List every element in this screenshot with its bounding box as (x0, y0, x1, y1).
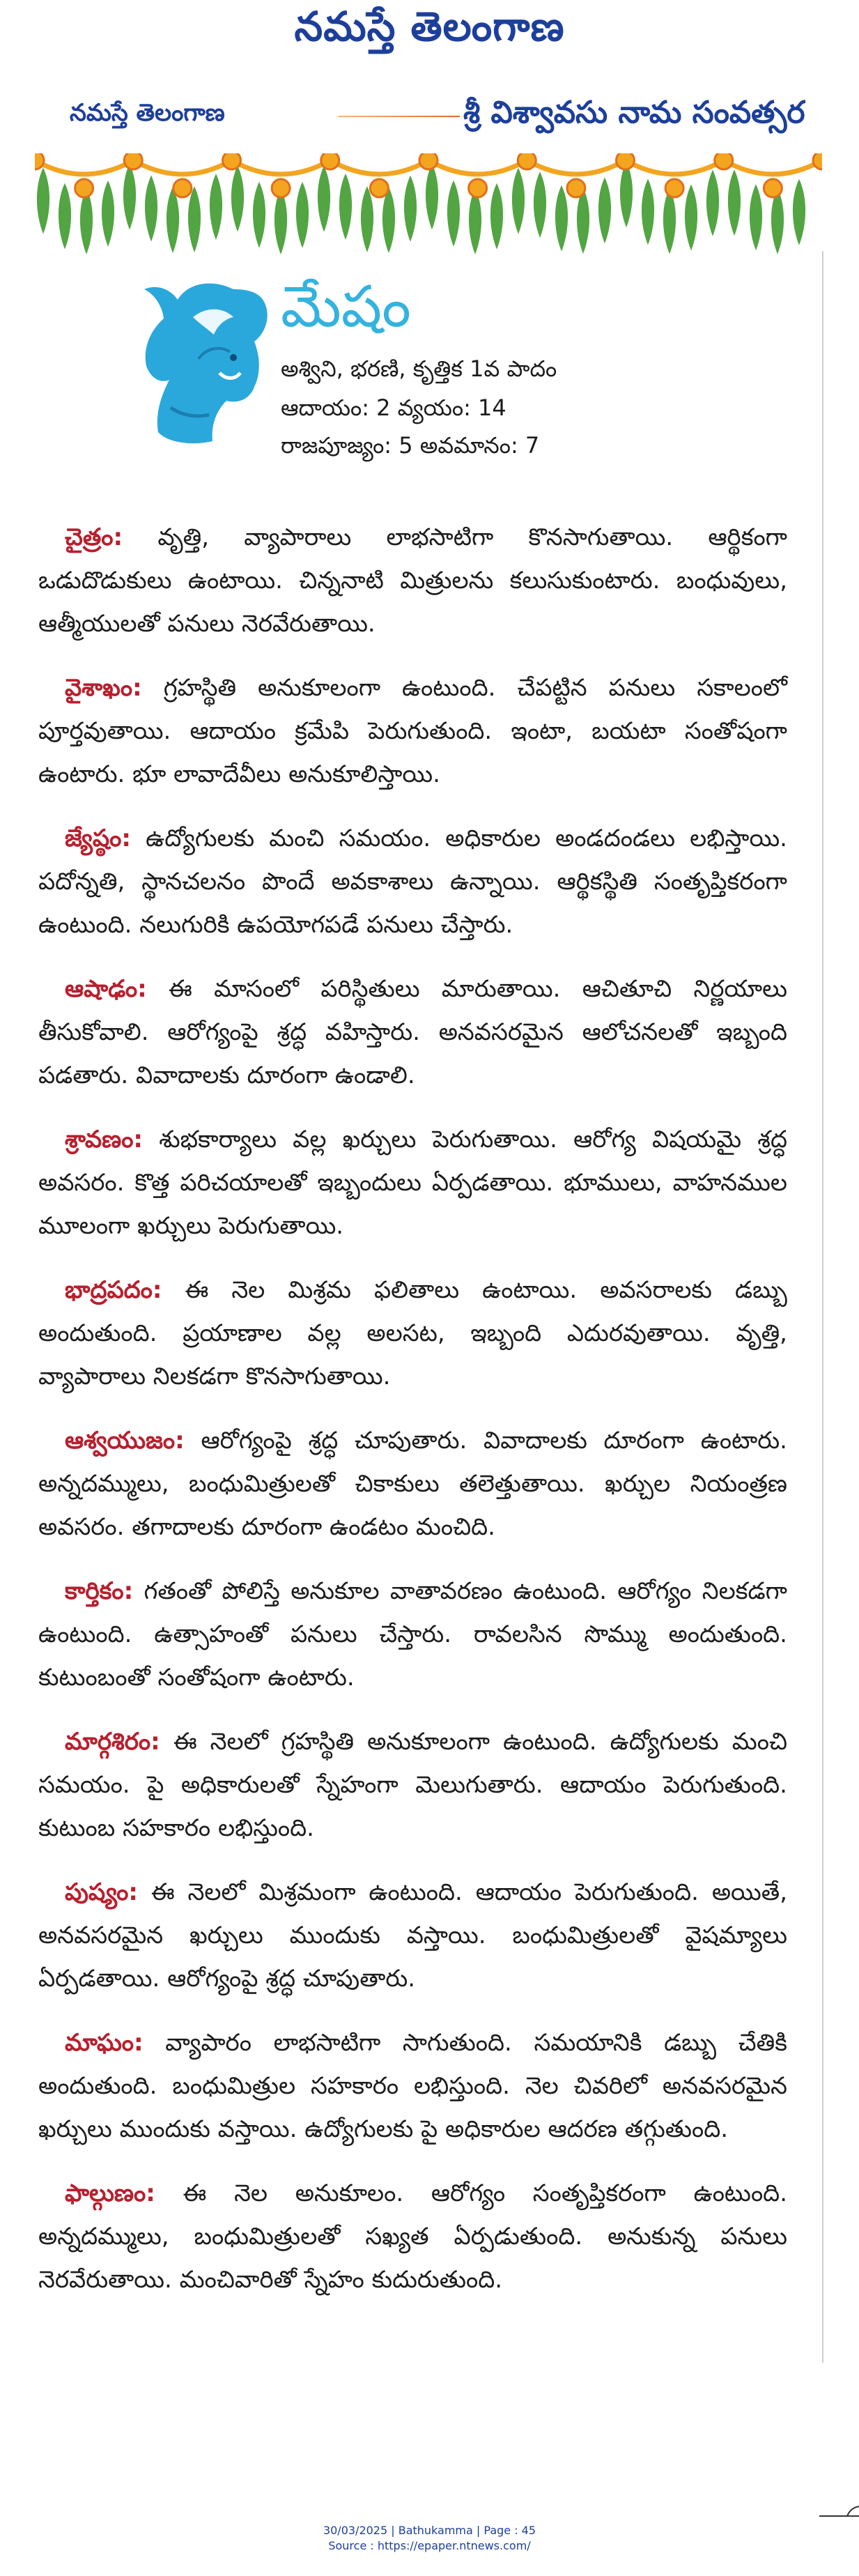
marigold-icon (419, 153, 438, 169)
month-name: భాద్రపదం: (65, 1276, 162, 1304)
month-name: కార్తికం: (65, 1577, 134, 1605)
month-text: ఆరోగ్యంపై శ్రద్ధ చూపుతారు. వివాదాలకు దూరంగా ఉంటారు. అన్నదమ్ములు, బంధుమిత్రులతో చికాకులు తలెత్తుతాయి. ఖర్చుల నియంత్రణ అవసరం. తగాదాలకు దూరంగా ఉండటం మంచిది. (38, 1427, 787, 1541)
mango-leaf-icon (339, 174, 352, 240)
month-name: వైశాఖం: (65, 674, 142, 702)
marigold-icon (321, 153, 339, 169)
mango-leaf-icon (296, 182, 309, 248)
sign-name: మేషం (281, 274, 411, 340)
month-text: ఈ నెలలో గ్రహస్థితి అనుకూలంగా ఉంటుంది. ఉద్యోగులకు మంచి సమయం. పై అధికారులతో స్నేహంగా మెలుగుతారు. ఆదాయం పెరుగుతుంది. కుటుంబ సహకారం లభిస్తుంది. (38, 1728, 787, 1842)
month-paragraph (38, 1419, 787, 1549)
marigold-icon (272, 179, 290, 197)
mango-leaf-icon (685, 184, 697, 250)
month-text: ఈ నెల అనుకూలం. ఆరోగ్యం సంతృప్తికరంగా ఉంటుంది. అన్నదమ్ములు, బంధుమిత్రులతో సఖ్యత ఏర్పడుతుంది. అనుకున్న పనులు నెరవేరుతాయి. మంచివారితో స్నేహం కుదురుతుంది. (38, 2179, 787, 2294)
mango-leaf-icon (620, 161, 633, 227)
page-border (822, 251, 830, 2363)
month-text: వ్యాపారం లాభసాటిగా సాగుతుంది. సమయానికి డబ్బు చేతికి అందుతుంది. బంధుమిత్రుల సహకారం లభిస్తుంది. నెల చివరిలో అనవసరమైన ఖర్చులు ముందుకు వస్తాయి. ఉద్యోగులకు పై అధికారుల ఆదరణ తగ్గుతుంది. (38, 2029, 787, 2143)
header-divider (338, 116, 460, 117)
month-name: మార్గశిరం: (65, 1728, 160, 1756)
mango-leaf-icon (793, 179, 805, 245)
month-name: శ్రావణం: (65, 1126, 144, 1153)
month-text: గ్రహస్థితి అనుకూలంగా ఉంటుంది. చేపట్టిన పనులు సకాలంలో పూర్తవుతాయి. ఆదాయం క్రమేపి పెరుగుతుంది. ఇంటా, బయటా సంతోషంగా ఉంటారు. భూ లావాదేవీలు అనుకూలిస్తాయి. (38, 674, 787, 788)
month-paragraph (38, 1570, 787, 1699)
mango-leaf-icon (447, 181, 460, 247)
month-text: శుభకార్యాలు వల్ల ఖర్చులు పెరుగుతాయి. ఆరోగ్య విషయమై శ్రద్ధ అవసరం. కొత్త పరిచయాలతో ఇబ్బందులు ఏర్పడతాయి. భూములు, వాహనముల మూలంగా ఖర్చులు పెరుగుతాయి. (38, 1126, 787, 1240)
section-header (0, 84, 859, 146)
marigold-icon (715, 153, 733, 169)
month-text: వృత్తి, వ్యాపారాలు లాభసాటిగా కొనసాగుతాయి. ఆర్థికంగా ఒడుదొడుకులు ఉంటాయి. చిన్ననాటి మిత్రులను కలుసుకుంటారు. బంధువులు, ఆత్మీయులతో పనులు నెరవేరుతాయి. (38, 523, 787, 638)
mango-leaf-icon (102, 181, 114, 247)
page-footer (0, 2523, 859, 2554)
marigold-icon (75, 179, 93, 197)
month-paragraph (38, 2021, 787, 2151)
marigold-icon (567, 179, 585, 197)
mango-leaf-icon (123, 164, 136, 230)
year-title: శ్రీ విశ్వావసు నామ సంవత్సర (463, 95, 805, 130)
mango-leaf-icon (59, 183, 71, 250)
marigold-icon (518, 153, 536, 169)
month-paragraph (38, 666, 787, 796)
mango-leaf-icon (750, 184, 762, 250)
month-name: ఆశ్వయుజం: (65, 1427, 185, 1455)
month-paragraph (38, 1720, 787, 1850)
mango-leaf-icon (188, 186, 201, 252)
month-paragraph (38, 1268, 787, 1398)
month-text: ఈ మాసంలో పరిస్థితులు మారుతాయి. ఆచితూచి నిర్ణయాలు తీసుకోవాలి. ఆరోగ్యంపై శ్రద్ధ వహిస్తారు. అనవసరమైన ఆలోచనలతో ఇబ్బంది పడతారు. వివాదాలకు దూరంగా ఉండాలి. (38, 975, 787, 1089)
mango-leaf-icon (426, 163, 438, 229)
month-text: ఈ నెలలో మిశ్రమంగా ఉంటుంది. ఆదాయం పెరుగుతుంది. అయితే, అనవసరమైన ఖర్చులు ముందుకు వస్తాయి. బంధుమిత్రులతో వైషమ్యాలు ఏర్పడతాయి. ఆరోగ్యంపై శ్రద్ధ చూపుతారు. (38, 1878, 787, 1993)
month-paragraph (38, 1118, 787, 1248)
mango-leaf-icon (512, 168, 525, 234)
marigold-icon (665, 179, 683, 197)
masthead (0, 0, 859, 63)
footer-date-page: 30/03/2025 | Bathukamma | Page : 45 (323, 2524, 536, 2537)
month-text: ఉద్యోగులకు మంచి సమయం. అధికారుల అండదండలు లభిస్తాయి. పదోన్నతి, స్థానచలనం పొందే అవకాశాలు ఉన్నాయి. ఆర్థికస్థితి సంతృప్తికరంగా ఉంటుంది. నలుగురికి ఉపయోగపడే పనులు చేస్తారు. (38, 825, 787, 939)
mango-leaf-icon (598, 177, 611, 243)
marigold-icon (173, 179, 192, 197)
month-name: జ్యేష్ఠం: (65, 825, 131, 852)
mango-leaf-icon (642, 178, 654, 245)
mango-leaf-icon (253, 182, 265, 248)
month-name: మాఘం: (65, 2029, 144, 2057)
month-name: చైత్రం: (65, 523, 123, 551)
marigold-icon (764, 179, 782, 197)
mango-leaf-icon (231, 166, 244, 232)
mango-leaf-icon (555, 185, 568, 252)
sign-honour-insult: రాజపూజ్యం: 5 అవమానం: 7 (281, 432, 540, 459)
mango-leaf-icon (37, 168, 49, 234)
month-paragraph (38, 2172, 787, 2301)
mango-leaf-icon (318, 166, 330, 232)
ram-head-icon (129, 275, 279, 460)
sign-stars: అశ్విని, భరణి, కృత్తిక 1వ పాదం (281, 355, 557, 382)
mango-leaf-icon (490, 183, 503, 250)
month-paragraph (38, 817, 787, 946)
mango-leaf-icon (706, 170, 719, 236)
month-paragraph (38, 516, 787, 645)
month-name: పుష్యం: (65, 1878, 138, 1906)
marigold-icon (124, 153, 142, 169)
publication-name: నమస్తే తెలంగాణ (70, 99, 225, 127)
mango-leaf-icon (728, 169, 741, 236)
month-paragraph (38, 1871, 787, 2000)
marigold-icon (617, 153, 635, 169)
month-name: ఆషాఢం: (65, 975, 147, 1003)
marigold-garland-icon (35, 153, 822, 258)
mango-leaf-icon (534, 171, 546, 238)
month-name: ఫాల్గుణం: (65, 2179, 155, 2207)
marigold-icon (469, 179, 487, 197)
marigold-icon (223, 153, 241, 169)
monthly-predictions (38, 516, 787, 2322)
month-text: గతంతో పోలిస్తే అనుకూల వాతావరణం ఉంటుంది. ఆరోగ్యం నిలకడగా ఉంటుంది. ఉత్సాహంతో పనులు చేస్తారు. రావలసిన సొమ్ము అందుతుంది. కుటుంబంతో సంతోషంగా ఉంటారు. (38, 1577, 787, 1692)
newspaper-title: నమస్తే తెలంగాణ (294, 2, 565, 50)
month-text: ఈ నెల మిశ్రమ ఫలితాలు ఉంటాయి. అవసరాలకు డబ్బు అందుతుంది. ప్రయాణాల వల్ల అలసట, ఇబ్బంది ఎదురవుతాయి. వృత్తి, వ్యాపారాలు నిలకడగా కొనసాగుతాయి. (38, 1276, 787, 1390)
footer-source: Source : https://epaper.ntnews.com/ (328, 2539, 531, 2552)
sign-income-expense: ఆదాయం: 2 వ్యయం: 14 (281, 394, 506, 421)
mango-leaf-icon (145, 176, 157, 242)
marigold-icon (370, 179, 388, 197)
corner-fold-icon (819, 2504, 859, 2520)
mango-leaf-icon (361, 186, 373, 252)
month-paragraph (38, 967, 787, 1097)
mango-leaf-icon (210, 174, 222, 240)
mango-leaf-icon (404, 176, 417, 242)
